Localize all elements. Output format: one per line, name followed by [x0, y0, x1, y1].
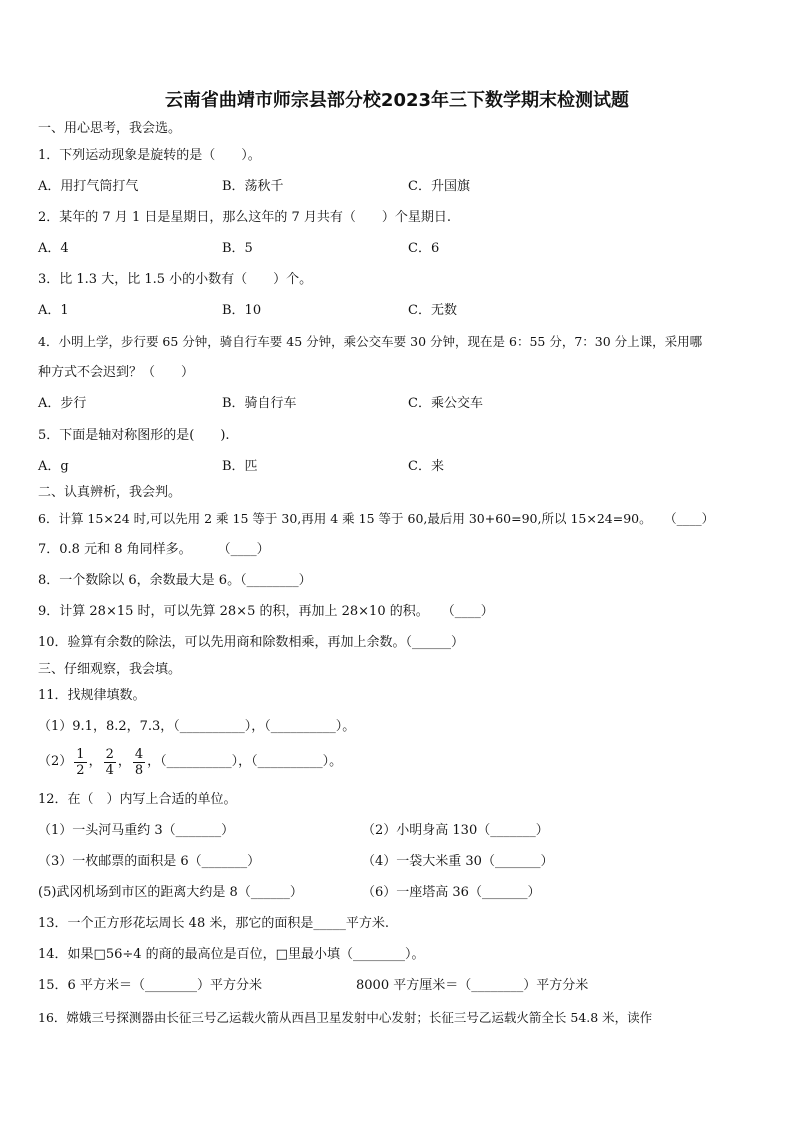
section-heading-fill: 三、仔细观察，我会填。	[38, 662, 182, 677]
fraction-2-denominator: 4	[105, 762, 114, 778]
question-3: 3．比 1.3 大，比 1.5 小的小数有（ ）个。	[38, 272, 313, 287]
q5-option-c: C．来	[408, 459, 444, 474]
q5-option-b: B．匹	[222, 459, 258, 474]
question-5: 5．下面是轴对称图形的是( ).	[38, 428, 230, 443]
q5-option-a: A．g	[38, 459, 69, 474]
q12-item-6: （6）一座塔高 36（_______）	[362, 885, 541, 900]
q12-item-2: （2）小明身高 130（_______）	[362, 823, 549, 838]
question-11-part-1: （1）9.1，8.2，7.3，（__________），（__________）。	[38, 719, 356, 734]
question-15-part-b: 8000 平方厘米＝（________）平方分米	[356, 978, 589, 993]
section-heading-judge: 二、认真辨析，我会判。	[38, 485, 182, 500]
q12-item-1: （1）一头河马重约 3（_______）	[38, 823, 235, 838]
question-14: 14．如果□56÷4 的商的最高位是百位，□里最小填（________）。	[38, 947, 425, 962]
question-4-line-1: 4．小明上学，步行要 65 分钟，骑自行车要 45 分钟，乘公交车要 30 分钟，现在是 6：55 分，7：30 分上课，采用哪	[38, 334, 703, 349]
q1-option-b: B．荡秋千	[222, 179, 284, 194]
fraction-3-numerator: 4	[134, 746, 144, 762]
fraction-3-denominator: 8	[134, 762, 144, 778]
question-11-part-2	[38, 744, 342, 780]
q4-option-b: B．骑自行车	[222, 396, 297, 411]
q4-option-c: C．乘公交车	[408, 396, 483, 411]
fraction-2	[104, 747, 116, 778]
fraction-1-denominator: 2	[76, 762, 85, 778]
q1-option-a: A．用打气筒打气	[38, 179, 139, 194]
question-10: 10．验算有余数的除法，可以先用商和除数相乘，再加上余数。（______）	[38, 635, 465, 650]
fraction-1-numerator: 1	[76, 746, 85, 762]
q11-part-2-tail: ，（__________），（__________）。	[147, 754, 343, 769]
q1-option-c: C．升国旗	[408, 179, 470, 194]
q3-option-b: B．10	[222, 303, 262, 318]
question-2: 2．某年的 7 月 1 日是星期日，那么这年的 7 月共有（ ）个星期日.	[38, 210, 452, 225]
q12-item-3: （3）一枚邮票的面积是 6（_______）	[38, 854, 261, 869]
section-heading-choice: 一、用心思考，我会选。	[38, 121, 182, 136]
q12-item-4: （4）一袋大米重 30（_______）	[362, 854, 554, 869]
q2-option-b: B．5	[222, 241, 253, 256]
q12-item-5: (5)武冈机场到市区的距离大约是 8（______）	[38, 885, 303, 900]
question-12: 12．在（ ）内写上合适的单位。	[38, 792, 237, 807]
q11-part-2-label: （2）	[38, 754, 73, 769]
question-7: 7．0.8 元和 8 角同样多。 （____）	[38, 542, 270, 557]
q2-option-a: A．4	[38, 241, 69, 256]
question-16: 16．嫦娥三号探测器由长征三号乙运载火箭从西昌卫星发射中心发射；长征三号乙运载火箭全长 54.8 米，读作	[38, 1010, 653, 1025]
question-9: 9．计算 28×15 时，可以先算 28×5 的积，再加上 28×10 的积。 （____）	[38, 604, 494, 619]
page-title: 云南省曲靖市师宗县部分校2023年三下数学期末检测试题	[164, 90, 630, 111]
question-13: 13．一个正方形花坛周长 48 米，那它的面积是_____平方米.	[38, 916, 389, 931]
fraction-1	[74, 747, 86, 778]
question-15-part-a: 15．6 平方米＝（________）平方分米	[38, 978, 262, 993]
question-8: 8．一个数除以 6，余数最大是 6。（________）	[38, 573, 312, 588]
fraction-2-numerator: 2	[105, 746, 114, 762]
question-4-line-2: 种方式不会迟到？（ ）	[38, 365, 195, 380]
fraction-3	[133, 747, 145, 778]
comma: ，	[117, 754, 131, 769]
question-1: 1．下列运动现象是旋转的是（ ）。	[38, 148, 261, 163]
q2-option-c: C．6	[408, 241, 440, 256]
question-11: 11．找规律填数。	[38, 688, 146, 703]
q4-option-a: A．步行	[38, 396, 87, 411]
q3-option-c: C．无数	[408, 303, 457, 318]
q3-option-a: A．1	[38, 303, 69, 318]
comma: ，	[88, 754, 102, 769]
question-6: 6．计算 15×24 时,可以先用 2 乘 15 等于 30,再用 4 乘 15 等于 60,最后用 30+60=90,所以 15×24=90。 （____）	[38, 511, 715, 526]
